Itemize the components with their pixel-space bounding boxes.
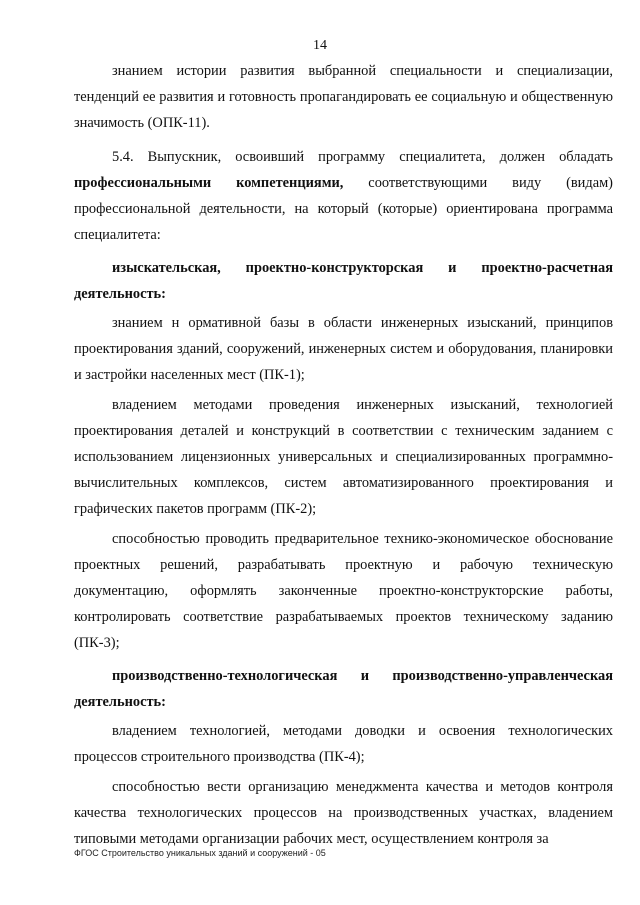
paragraph-pk2: владением методами проведения инженерных изысканий, технологией проектирования деталей и конструкций в соответствии с техническим заданием с использованием лицензионных универсальных и специализированных программно-вычислительных комплексов, систем автоматизированного проектирования и графических пакетов программ (ПК-2); [74, 397, 613, 517]
section-heading-survey-design: изыскательская, проектно-конструкторская и проектно-расчетная деятельность: [74, 260, 613, 302]
paragraph-pk3: способностью проводить предварительное технико-экономическое обоснование проектных решений, разрабатывать проектную и рабочую техническую документацию, оформлять законченные проектно-конструкторские работы, контролировать соответствие разрабатываемых проектов техническому заданию (ПК-3); [74, 531, 613, 651]
document-body [74, 58, 613, 852]
professional-competencies-term: профессиональными компетенциями, [74, 175, 344, 191]
section-heading-production: производственно-технологическая и производственно-управленческая деятельность: [74, 668, 613, 710]
page-number: 14 [313, 38, 327, 53]
paragraph-5-4 [74, 144, 613, 248]
paragraph-pk1: знанием н ормативной базы в области инженерных изысканий, принципов проектирования зданий, сооружений, инженерных систем и оборудования, планировки и застройки населенных мест (ПК-1); [74, 315, 613, 383]
paragraph-pk5: способностью вести организацию менеджмента качества и методов контроля качества технологических процессов на производственных участках, владением типовыми методами организации рабочих мест, осуществлением контроля за [74, 779, 613, 847]
paragraph-pk4: владением технологией, методами доводки и освоения технологических процессов строительного производства (ПК-4); [74, 723, 613, 765]
paragraph-5-4-end: соответствующими виду (видам) профессиональной деятельности, на который (которые) ориентирована программа специалитета: [74, 175, 613, 243]
paragraph-opk11: знанием истории развития выбранной специальности и специализации, тенденций ее развития и готовность пропагандировать ее социальную и общественную значимость (ОПК-11). [74, 63, 613, 131]
paragraph-5-4-start: 5.4. Выпускник, освоивший программу специалитета, должен обладать [112, 149, 613, 165]
document-footer: ФГОС Строительство уникальных зданий и сооружений - 05 [74, 848, 326, 858]
